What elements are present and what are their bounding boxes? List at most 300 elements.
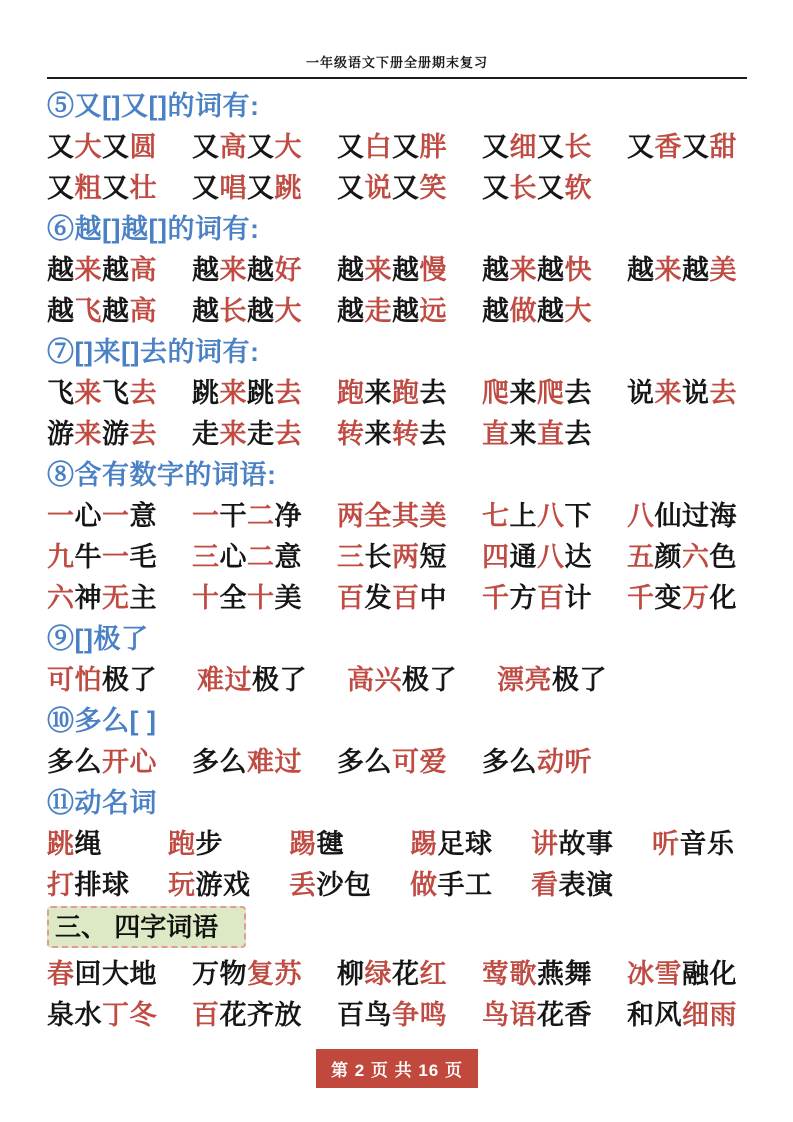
word-segment: 去 xyxy=(419,419,447,449)
word-row xyxy=(47,288,747,329)
word-segment: 去 xyxy=(709,378,737,408)
page-number-badge: 第 2 页 共 16 页 xyxy=(316,1049,478,1088)
word-segment: 来 xyxy=(654,255,682,285)
word-segment: 表演 xyxy=(558,870,614,900)
word-segment: 六 xyxy=(682,542,710,572)
word-segment: 打 xyxy=(47,870,75,900)
word-segment: 大 xyxy=(274,296,302,326)
word xyxy=(47,576,192,615)
word-row xyxy=(47,493,747,534)
word-segment: 达 xyxy=(564,542,592,572)
word-segment: 五 xyxy=(627,542,655,572)
word-segment: 牛 xyxy=(74,542,102,572)
word xyxy=(168,822,289,861)
word xyxy=(197,658,347,697)
word-segment: 跑 xyxy=(337,378,365,408)
word-segment: 做 xyxy=(509,296,537,326)
word-segment: 回大地 xyxy=(74,959,157,989)
word-segment: 走 xyxy=(364,296,392,326)
word-segment: 胖 xyxy=(419,132,447,162)
word-segment: 圆 xyxy=(129,132,157,162)
word-segment: 开心 xyxy=(102,747,157,777)
word-segment: 跑 xyxy=(168,829,196,859)
word-segment: 快 xyxy=(564,255,592,285)
word-segment: 干 xyxy=(219,501,247,531)
word-segment: 越 xyxy=(192,255,220,285)
word-segment: 排球 xyxy=(74,870,130,900)
word-segment: 来 xyxy=(74,255,102,285)
word-segment: 莺歌 xyxy=(482,959,537,989)
word xyxy=(337,740,482,779)
word xyxy=(47,166,192,205)
word-segment: 一 xyxy=(47,501,75,531)
word-segment: 越 xyxy=(392,296,420,326)
word-segment: 来 xyxy=(509,419,537,449)
word-row xyxy=(47,370,747,411)
word-segment: 唱 xyxy=(219,173,247,203)
word xyxy=(337,166,482,205)
section-heading-5: ⑨[]极了 xyxy=(47,624,149,654)
word-segment: 冰雪 xyxy=(627,959,682,989)
word-segment: 玩 xyxy=(168,870,196,900)
word-segment: 花 xyxy=(392,959,420,989)
word xyxy=(337,289,482,328)
word-segment: 去 xyxy=(129,378,157,408)
word xyxy=(627,535,737,574)
word xyxy=(47,535,192,574)
word-segment: 八 xyxy=(537,501,565,531)
word-segment: 漂亮 xyxy=(497,665,552,695)
word-segment: 多么 xyxy=(337,747,392,777)
header-divider xyxy=(47,77,747,79)
word-segment: 心 xyxy=(74,501,102,531)
word xyxy=(192,993,337,1032)
word-segment: 游 xyxy=(102,419,130,449)
word-segment: 看 xyxy=(531,870,559,900)
word-segment: 神 xyxy=(74,583,102,613)
word-segment: 细 xyxy=(509,132,537,162)
word-segment: 甜 xyxy=(709,132,737,162)
word-segment: 高 xyxy=(129,296,157,326)
word-segment: 极了 xyxy=(252,665,307,695)
word-segment: 又 xyxy=(392,173,420,203)
word-segment: 百 xyxy=(192,1000,220,1030)
word-segment: 美 xyxy=(274,583,302,613)
word-segment: 八 xyxy=(537,542,565,572)
word xyxy=(482,412,592,451)
word xyxy=(482,576,627,615)
word xyxy=(337,494,482,533)
word xyxy=(482,740,592,779)
word-segment: 转 xyxy=(337,419,365,449)
word-segment: 动听 xyxy=(537,747,592,777)
word xyxy=(47,248,192,287)
word-segment: 多么 xyxy=(47,747,102,777)
word-row xyxy=(47,124,747,165)
word xyxy=(627,248,737,287)
word xyxy=(192,494,337,533)
word-segment: 柳 xyxy=(337,959,365,989)
word-segment: 越 xyxy=(247,296,275,326)
word xyxy=(337,412,482,451)
word-segment: 百 xyxy=(537,583,565,613)
word xyxy=(192,125,337,164)
word-segment: 又 xyxy=(337,132,365,162)
word xyxy=(47,125,192,164)
word xyxy=(482,535,627,574)
word-segment: 净 xyxy=(274,501,302,531)
word-row xyxy=(47,247,747,288)
word xyxy=(289,863,410,902)
word-segment: 万物 xyxy=(192,959,247,989)
word-segment: 泉水 xyxy=(47,1000,102,1030)
word-segment: 来 xyxy=(509,378,537,408)
word xyxy=(47,658,197,697)
word-segment: 又 xyxy=(247,173,275,203)
word-segment: 来 xyxy=(509,255,537,285)
word-segment: 极了 xyxy=(552,665,607,695)
word-segment: 九 xyxy=(47,542,75,572)
word xyxy=(531,822,652,861)
word xyxy=(192,952,337,991)
word-segment: 来 xyxy=(364,255,392,285)
word-segment: 长 xyxy=(219,296,247,326)
word-segment: 可爱 xyxy=(392,747,447,777)
word-segment: 难过 xyxy=(197,665,252,695)
word-segment: 一 xyxy=(102,501,130,531)
word xyxy=(47,494,192,533)
word-segment: 来 xyxy=(74,378,102,408)
word-segment: 色 xyxy=(709,542,737,572)
word-segment: 心 xyxy=(219,542,247,572)
word-segment: 通 xyxy=(509,542,537,572)
word-segment: 一 xyxy=(192,501,220,531)
word-row xyxy=(47,862,747,903)
word-segment: 白 xyxy=(364,132,392,162)
word-segment: 又 xyxy=(537,173,565,203)
word xyxy=(482,166,592,205)
word-segment: 七 xyxy=(482,501,510,531)
word-segment: 越 xyxy=(247,255,275,285)
word-segment: 高 xyxy=(129,255,157,285)
word-segment: 飞 xyxy=(102,378,130,408)
word xyxy=(337,993,482,1032)
word xyxy=(192,412,337,451)
section-heading-1: ⑤又[]又[]的词有: xyxy=(47,91,260,121)
word-segment: 难过 xyxy=(247,747,302,777)
word-segment: 三 xyxy=(192,542,220,572)
word-segment: 又 xyxy=(247,132,275,162)
word xyxy=(47,863,168,902)
word-segment: 又 xyxy=(482,173,510,203)
word-segment: 短 xyxy=(419,542,447,572)
word-segment: 仙过海 xyxy=(654,501,737,531)
word-segment: 大 xyxy=(274,132,302,162)
word-segment: 大 xyxy=(564,296,592,326)
word-row xyxy=(47,657,747,698)
word-segment: 沙包 xyxy=(316,870,372,900)
word-segment: 走 xyxy=(192,419,220,449)
word-segment: 燕舞 xyxy=(537,959,592,989)
word-segment: 下 xyxy=(564,501,592,531)
word xyxy=(531,863,614,902)
word xyxy=(482,125,627,164)
word-segment: 长 xyxy=(564,132,592,162)
word-segment: 极了 xyxy=(402,665,457,695)
word-segment: 又 xyxy=(47,173,75,203)
word-segment: 上 xyxy=(509,501,537,531)
word xyxy=(192,371,337,410)
word-segment: 花齐放 xyxy=(219,1000,302,1030)
word xyxy=(47,740,192,779)
word-segment: 计 xyxy=(564,583,592,613)
word-segment: 千 xyxy=(482,583,510,613)
word-segment: 长 xyxy=(364,542,392,572)
word-segment: 游戏 xyxy=(195,870,251,900)
word xyxy=(337,371,482,410)
word-segment: 又 xyxy=(192,132,220,162)
word-segment: 来 xyxy=(219,255,247,285)
word-segment: 三 xyxy=(337,542,365,572)
word-segment: 越 xyxy=(192,296,220,326)
word-segment: 复苏 xyxy=(247,959,302,989)
word-segment: 丢 xyxy=(289,870,317,900)
word xyxy=(482,289,592,328)
word xyxy=(652,822,735,861)
word xyxy=(47,822,168,861)
word-segment: 越 xyxy=(682,255,710,285)
word-segment: 跳 xyxy=(247,378,275,408)
word-row xyxy=(47,821,747,862)
word-row xyxy=(47,534,747,575)
section-heading-8 xyxy=(47,903,747,951)
word xyxy=(482,248,627,287)
word-segment: 毽 xyxy=(316,829,344,859)
word xyxy=(192,740,337,779)
word-segment: 四 xyxy=(482,542,510,572)
word-segment: 高兴 xyxy=(347,665,402,695)
word-segment: 全 xyxy=(219,583,247,613)
word-segment: 春 xyxy=(47,959,75,989)
word-segment: 和风 xyxy=(627,1000,682,1030)
word-segment: 步 xyxy=(195,829,223,859)
word-segment: 听 xyxy=(652,829,680,859)
word-segment: 直 xyxy=(482,419,510,449)
word-segment: 去 xyxy=(419,378,447,408)
word xyxy=(482,494,627,533)
word-segment: 主 xyxy=(129,583,157,613)
word-segment: 说 xyxy=(627,378,655,408)
word-segment: 踢 xyxy=(289,829,317,859)
word-segment: 六 xyxy=(47,583,75,613)
word-segment: 爬 xyxy=(482,378,510,408)
word-segment: 去 xyxy=(564,419,592,449)
word xyxy=(627,576,737,615)
word-segment: 红 xyxy=(419,959,447,989)
word-segment: 花香 xyxy=(537,1000,592,1030)
word xyxy=(337,535,482,574)
word-segment: 颜 xyxy=(654,542,682,572)
word xyxy=(497,658,607,697)
word-row xyxy=(47,165,747,206)
word xyxy=(627,494,737,533)
word-segment: 说 xyxy=(364,173,392,203)
word-segment: 又 xyxy=(627,132,655,162)
word-segment: 说 xyxy=(682,378,710,408)
word-segment: 越 xyxy=(627,255,655,285)
word-segment: 来 xyxy=(654,378,682,408)
word-segment: 好 xyxy=(274,255,302,285)
word-segment: 软 xyxy=(564,173,592,203)
word-segment: 千 xyxy=(627,583,655,613)
word-segment: 万 xyxy=(682,583,710,613)
word xyxy=(192,576,337,615)
word-segment: 爬 xyxy=(537,378,565,408)
word-segment: 越 xyxy=(537,255,565,285)
word-segment: 意 xyxy=(274,542,302,572)
word-segment: 争鸣 xyxy=(392,1000,447,1030)
word-segment: 十 xyxy=(247,583,275,613)
word-segment: 越 xyxy=(482,255,510,285)
word-segment: 绳 xyxy=(74,829,102,859)
word-segment: 游 xyxy=(47,419,75,449)
word xyxy=(627,993,737,1032)
word-segment: 又 xyxy=(392,132,420,162)
word-segment: 发 xyxy=(364,583,392,613)
word-segment: 二 xyxy=(247,501,275,531)
word-segment: 越 xyxy=(337,296,365,326)
word-segment: 可怕 xyxy=(47,665,102,695)
word-segment: 鸟语 xyxy=(482,1000,537,1030)
word-segment: 又 xyxy=(482,132,510,162)
word-segment: 绿 xyxy=(364,959,392,989)
word-segment: 音乐 xyxy=(679,829,735,859)
content xyxy=(47,83,747,1033)
word-segment: 毛 xyxy=(129,542,157,572)
word xyxy=(47,289,192,328)
word-segment: 来 xyxy=(364,419,392,449)
word-row xyxy=(47,739,747,780)
page-footer xyxy=(47,1049,747,1088)
word-segment: 中 xyxy=(419,583,447,613)
word-segment: 越 xyxy=(392,255,420,285)
word-segment: 笑 xyxy=(419,173,447,203)
word-segment: 两全其美 xyxy=(337,501,447,531)
word-segment: 转 xyxy=(392,419,420,449)
word xyxy=(410,822,531,861)
section-heading-3: ⑦[]来[]去的词有: xyxy=(47,337,260,367)
word-segment: 粗 xyxy=(74,173,102,203)
word-segment: 丁冬 xyxy=(102,1000,157,1030)
word-segment: 来 xyxy=(219,419,247,449)
word-segment: 又 xyxy=(682,132,710,162)
word-segment: 一 xyxy=(102,542,130,572)
word xyxy=(168,863,289,902)
word-segment: 百 xyxy=(337,583,365,613)
word-segment: 细雨 xyxy=(682,1000,737,1030)
word xyxy=(337,952,482,991)
word-segment: 高 xyxy=(219,132,247,162)
word xyxy=(627,371,737,410)
word xyxy=(47,993,192,1032)
word xyxy=(337,248,482,287)
word-segment: 香 xyxy=(654,132,682,162)
word-segment: 又 xyxy=(537,132,565,162)
word-segment: 去 xyxy=(274,419,302,449)
word-segment: 讲 xyxy=(531,829,559,859)
word xyxy=(337,576,482,615)
word-segment: 故事 xyxy=(558,829,614,859)
section-heading-7: ⑪动名词 xyxy=(47,788,157,818)
word-segment: 壮 xyxy=(129,173,157,203)
word-segment: 多么 xyxy=(482,747,537,777)
word-segment: 越 xyxy=(102,255,130,285)
word-segment: 来 xyxy=(364,378,392,408)
word-segment: 飞 xyxy=(74,296,102,326)
word-segment: 两 xyxy=(392,542,420,572)
word xyxy=(410,863,531,902)
word-segment: 手工 xyxy=(437,870,493,900)
word-segment: 越 xyxy=(47,296,75,326)
word-segment: 无 xyxy=(102,583,130,613)
section-heading-2: ⑥越[]越[]的词有: xyxy=(47,214,260,244)
word-segment: 融化 xyxy=(682,959,737,989)
word-segment: 大 xyxy=(74,132,102,162)
word xyxy=(289,822,410,861)
word-segment: 慢 xyxy=(419,255,447,285)
word-segment: 飞 xyxy=(47,378,75,408)
word xyxy=(47,371,192,410)
word xyxy=(627,125,737,164)
word xyxy=(47,412,192,451)
word-segment: 意 xyxy=(129,501,157,531)
word-segment: 化 xyxy=(709,583,737,613)
word-segment: 走 xyxy=(247,419,275,449)
section-heading-box: 三、 四字词语 xyxy=(47,906,246,949)
word-segment: 极了 xyxy=(102,665,157,695)
word-segment: 变 xyxy=(654,583,682,613)
section-heading-4: ⑧含有数字的词语: xyxy=(47,460,277,490)
word xyxy=(192,166,337,205)
word xyxy=(347,658,497,697)
word-segment: 越 xyxy=(537,296,565,326)
word-row xyxy=(47,992,747,1033)
word-segment: 长 xyxy=(509,173,537,203)
word-segment: 又 xyxy=(102,132,130,162)
word xyxy=(482,993,627,1032)
word xyxy=(482,371,627,410)
word-segment: 十 xyxy=(192,583,220,613)
word-segment: 越 xyxy=(337,255,365,285)
word-segment: 来 xyxy=(74,419,102,449)
word-segment: 越 xyxy=(47,255,75,285)
word xyxy=(482,952,627,991)
word-segment: 八 xyxy=(627,501,655,531)
word-row xyxy=(47,575,747,616)
word-segment: 方 xyxy=(509,583,537,613)
word-segment: 远 xyxy=(419,296,447,326)
word xyxy=(192,535,337,574)
word-segment: 跳 xyxy=(192,378,220,408)
word-segment: 又 xyxy=(47,132,75,162)
word-segment: 去 xyxy=(564,378,592,408)
word xyxy=(47,952,192,991)
word-segment: 去 xyxy=(129,419,157,449)
word xyxy=(192,289,337,328)
word-segment: 又 xyxy=(102,173,130,203)
word-segment: 多么 xyxy=(192,747,247,777)
word-segment: 来 xyxy=(219,378,247,408)
